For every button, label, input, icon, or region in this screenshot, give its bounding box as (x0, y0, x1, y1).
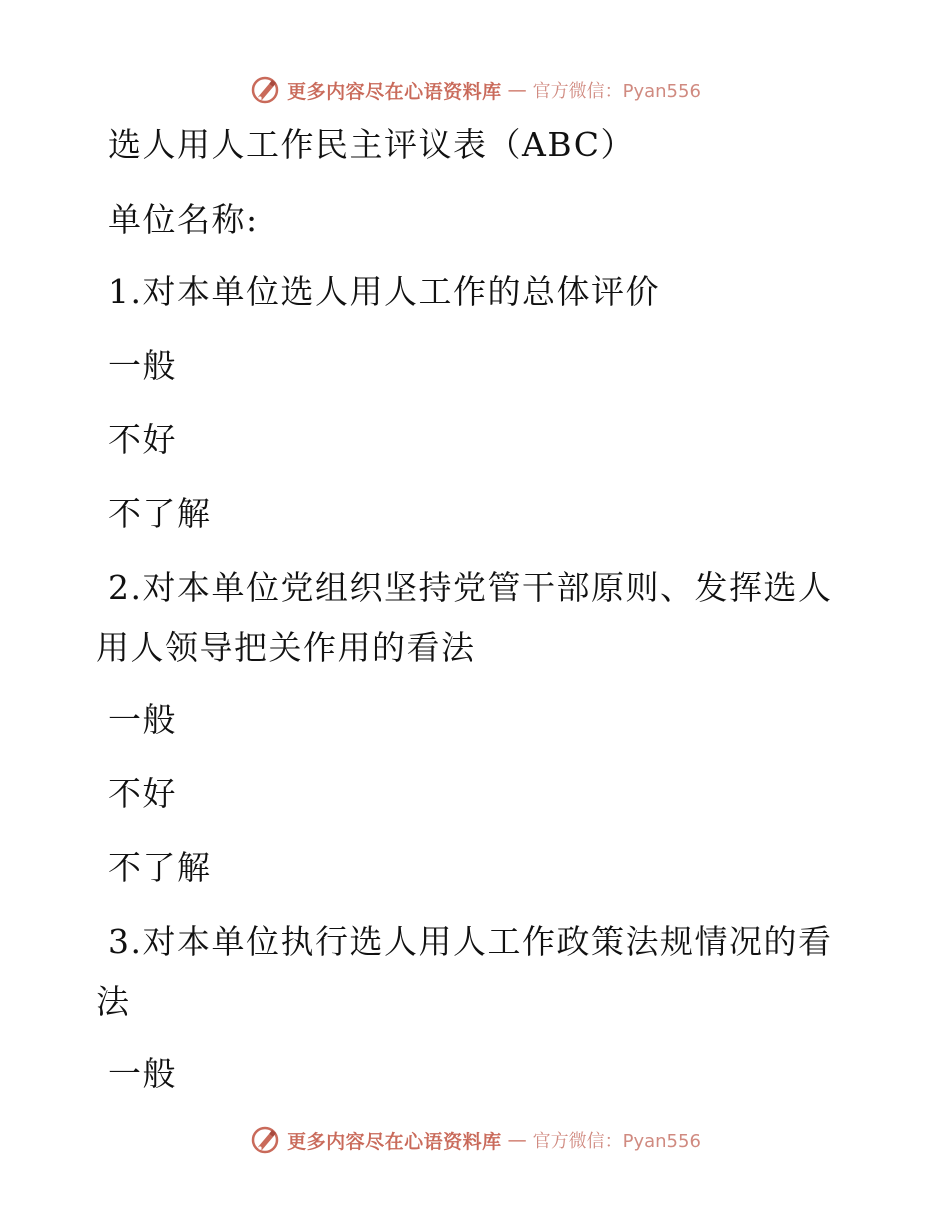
pen-logo-icon (249, 74, 281, 106)
q1-option-unknown: 不了解 (108, 494, 212, 533)
q3-option-average: 一般 (108, 1054, 177, 1093)
unit-name-label: 单位名称: (108, 200, 259, 239)
q2-option-unknown: 不了解 (108, 848, 212, 887)
question-2-line-1: 2.对本单位党组织坚持党管干部原则、发挥选人 (108, 568, 833, 607)
header-banner (0, 70, 950, 110)
question-3-line-2: 法 (96, 982, 131, 1021)
pen-logo-icon (249, 1124, 281, 1156)
q2-option-bad: 不好 (108, 774, 177, 813)
banner-dash: — (507, 79, 527, 101)
footer-banner-dash: — (507, 1129, 527, 1151)
q1-option-bad: 不好 (108, 420, 177, 459)
question-2-line-2: 用人领导把关作用的看法 (96, 628, 476, 667)
question-3-line-1: 3.对本单位执行选人用人工作政策法规情况的看 (108, 922, 833, 961)
banner-wechat-text: 官方微信：Pyan556 (532, 81, 701, 102)
q2-option-average: 一般 (108, 700, 177, 739)
q1-option-average: 一般 (108, 346, 177, 385)
document-title: 选人用人工作民主评议表（ABC） (108, 125, 635, 164)
footer-banner-wechat-text: 官方微信：Pyan556 (532, 1131, 701, 1152)
banner-main-text: 更多内容尽在心语资料库 (287, 80, 502, 103)
footer-banner (0, 1120, 950, 1160)
question-1: 1.对本单位选人用人工作的总体评价 (108, 272, 660, 311)
footer-banner-main-text: 更多内容尽在心语资料库 (287, 1130, 502, 1153)
